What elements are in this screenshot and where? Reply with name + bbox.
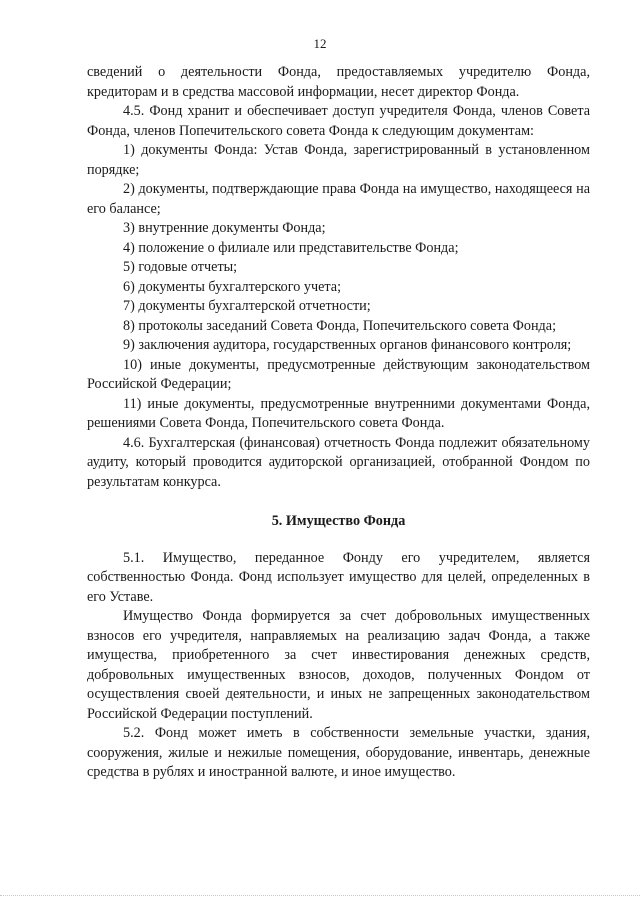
paragraph: 4.5. Фонд хранит и обеспечивает доступ учредителя Фонда, членов Совета Фонда, членов Попечительского совета Фонда к следующим документам:	[87, 103, 590, 139]
paragraph: 3) внутренние документы Фонда;	[123, 220, 326, 236]
paragraph: 7) документы бухгалтерской отчетности;	[123, 298, 371, 314]
section-5-body	[87, 549, 590, 783]
section-4-continuation	[87, 63, 590, 492]
paragraph: 4.6. Бухгалтерская (финансовая) отчетность Фонда подлежит обязательному аудиту, который проводится аудиторской организацией, отобранной Фондом по результатам конкурса.	[87, 434, 590, 490]
paragraph: 5.2. Фонд может иметь в собственности земельные участки, здания, сооружения, жилые и нежилые помещения, оборудование, инвентарь, денежные средства в рублях и иностранной валюте, и иное имущество.	[87, 725, 590, 780]
paragraph: 5) годовые отчеты;	[123, 259, 238, 275]
section-heading: 5. Имущество Фонда	[271, 513, 406, 529]
paragraph: 10) иные документы, предусмотренные действующим законодательством Российской Федерации;	[87, 356, 590, 392]
paragraph: 2) документы, подтверждающие права Фонда на имущество, находящееся на его балансе;	[87, 181, 590, 217]
scan-artifact-line	[0, 895, 640, 900]
paragraph: 5.1. Имущество, переданное Фонду его учредителем, является собственностью Фонда. Фонд использует имущество для целей, определенных в его Уставе.	[87, 549, 590, 605]
page-number: 12	[313, 36, 327, 51]
paragraph: 8) протоколы заседаний Совета Фонда, Попечительского совета Фонда;	[123, 317, 557, 334]
paragraph: Имущество Фонда формируется за счет добровольных имущественных взносов его учредителя, направляемых на реализацию задач Фонда, а также имущества, приобретенного за счет инвестирования денежных средств, добровольных имущественных взносов, доходов, полученных Фондом от осуществления своей деятельности, и иных не запрещенных законодательством Российской Федерации поступлений.	[87, 608, 590, 722]
paragraph: сведений о деятельности Фонда, предоставляемых учредителю Фонда, кредиторам и в средства массовой информации, несет директор Фонда.	[87, 64, 590, 100]
paragraph: 4) положение о филиале или представительстве Фонда;	[123, 239, 459, 256]
paragraph: 1) документы Фонда: Устав Фонда, зарегистрированный в установленном порядке;	[87, 142, 590, 178]
document-body	[87, 63, 590, 783]
paragraph: 9) заключения аудитора, государственных органов финансового контроля;	[123, 337, 572, 353]
paragraph: 11) иные документы, предусмотренные внутренними документами Фонда, решениями Совета Фонда, Попечительского совета Фонда.	[87, 395, 590, 431]
paragraph: 6) документы бухгалтерского учета;	[123, 278, 342, 295]
